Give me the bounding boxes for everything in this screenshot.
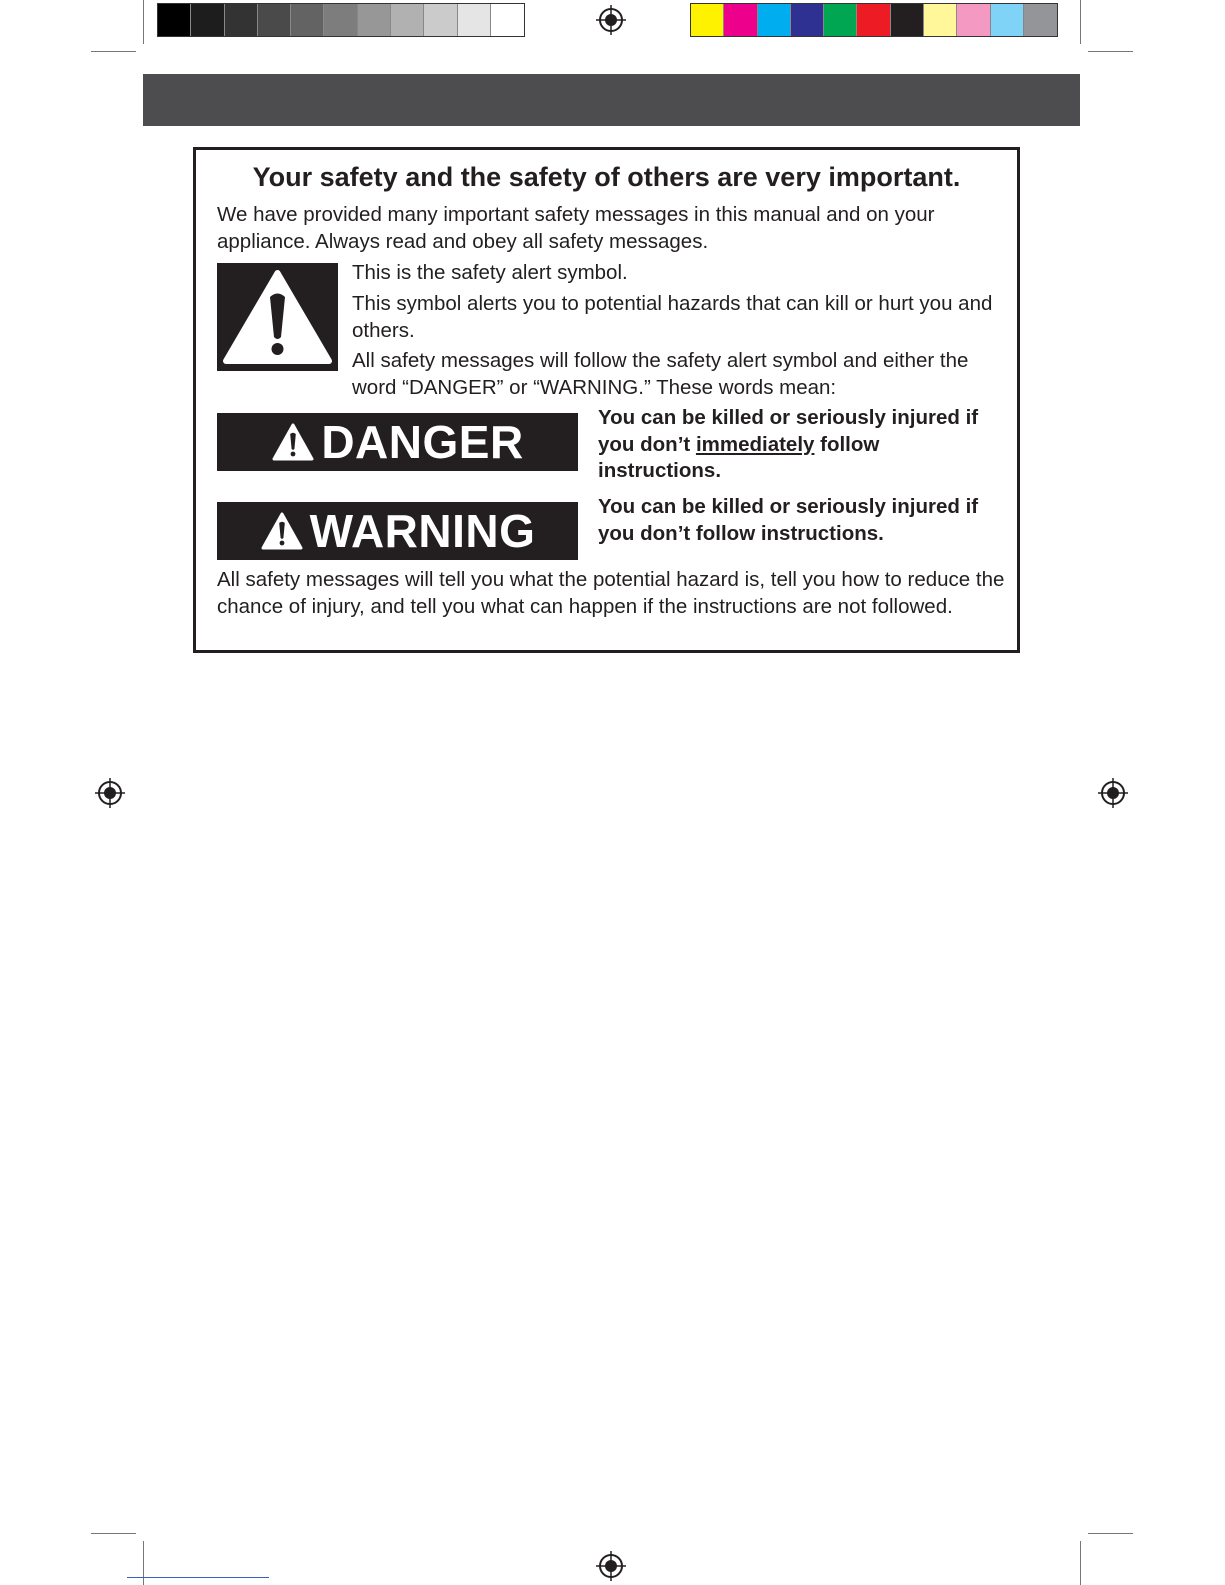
color-swatch xyxy=(1024,4,1057,36)
crop-mark xyxy=(1088,51,1133,52)
danger-text-part: You can be killed or seriously injured if you don’t xyxy=(598,406,979,456)
color-swatch xyxy=(225,4,258,36)
color-swatch xyxy=(358,4,391,36)
warning-label xyxy=(217,502,578,560)
color-swatch xyxy=(857,4,890,36)
page-edge-line xyxy=(127,1577,269,1578)
warning-word: WARNING xyxy=(309,505,536,557)
crop-mark xyxy=(143,0,144,44)
color-swatch xyxy=(424,4,457,36)
danger-label xyxy=(217,413,578,471)
crop-mark xyxy=(91,51,136,52)
safety-closing-text: All safety messages will tell you what the potential hazard is, tell you how to reduce the chance of injury, and tell you what can happen if the instructions are not followed. xyxy=(217,568,1005,618)
color-swatch xyxy=(158,4,191,36)
danger-text-emphasis: immediately xyxy=(695,432,815,456)
color-swatch xyxy=(258,4,291,36)
registration-mark-icon xyxy=(1098,778,1128,808)
safety-title: Your safety and the safety of others are very important. xyxy=(252,162,961,192)
symbol-description-3: All safety messages will follow the safety alert symbol and either the word “DANGER” or “WARNING.” These words mean: xyxy=(352,349,969,399)
color-swatch xyxy=(491,4,524,36)
color-swatch xyxy=(324,4,357,36)
process-color-bar xyxy=(690,3,1058,37)
grayscale-color-bar xyxy=(157,3,525,37)
color-swatch xyxy=(458,4,491,36)
color-swatch xyxy=(824,4,857,36)
crop-mark xyxy=(1088,1533,1133,1534)
safety-intro-text: We have provided many important safety messages in this manual and on your appliance. Always read and obey all safety messages. xyxy=(217,203,935,253)
section-header-bar xyxy=(143,74,1080,126)
registration-mark-icon xyxy=(596,5,626,35)
warning-triangle-icon xyxy=(217,263,338,371)
color-swatch xyxy=(991,4,1024,36)
danger-word: DANGER xyxy=(321,416,524,468)
crop-mark xyxy=(91,1533,136,1534)
danger-text-part: follow instructions. xyxy=(598,432,880,482)
safety-alert-symbol xyxy=(217,263,338,371)
symbol-description-2: This symbol alerts you to potential hazards that can kill or hurt you and others. xyxy=(352,292,993,342)
safety-information-box xyxy=(193,147,1020,653)
danger-meaning-text xyxy=(598,405,998,485)
color-swatch xyxy=(891,4,924,36)
crop-mark xyxy=(143,1541,144,1585)
color-swatch xyxy=(758,4,791,36)
crop-mark xyxy=(1080,0,1081,44)
crop-mark xyxy=(1080,1541,1081,1585)
color-swatch xyxy=(391,4,424,36)
warning-triangle-icon xyxy=(271,422,315,462)
color-swatch xyxy=(191,4,224,36)
registration-mark-icon xyxy=(596,1551,626,1581)
warning-triangle-icon xyxy=(260,511,304,551)
symbol-description-1: This is the safety alert symbol. xyxy=(352,261,628,284)
color-swatch xyxy=(924,4,957,36)
registration-mark-icon xyxy=(95,778,125,808)
color-swatch xyxy=(957,4,990,36)
warning-meaning-text: You can be killed or seriously injured if you don’t follow instructions. xyxy=(598,495,979,545)
color-swatch xyxy=(691,4,724,36)
color-swatch xyxy=(791,4,824,36)
color-swatch xyxy=(291,4,324,36)
color-swatch xyxy=(724,4,757,36)
